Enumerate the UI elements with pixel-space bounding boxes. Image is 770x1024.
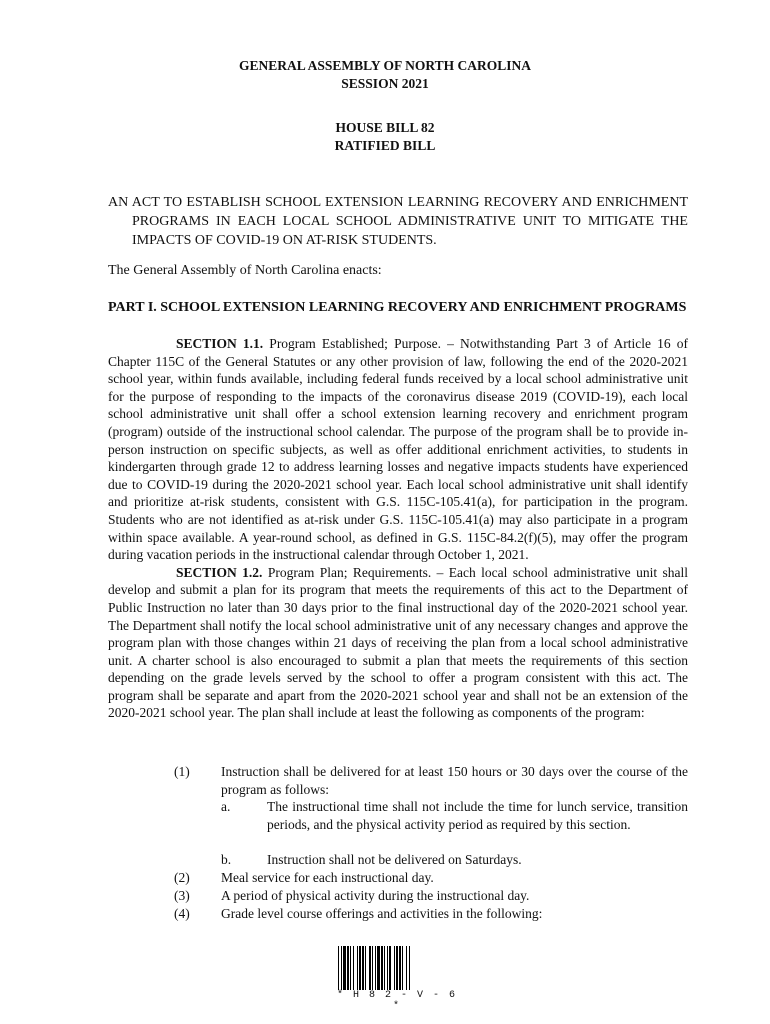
- sub-item-text: The instructional time shall not include the time for lunch service, transition periods, and the physical activity period as required by this section.: [267, 799, 688, 832]
- enacting-clause: The General Assembly of North Carolina enacts:: [108, 263, 382, 278]
- section-1-1-label: SECTION 1.1.: [176, 336, 264, 351]
- section-1-2-text: Program Plan; Requirements. – Each local school administrative unit shall develop and submit a plan for its program that meets the requirements of this act to the Department of Public Instruction no later than 30 days prior to the final instructional day of the 2020-2021 school year. The Department shall notify the local school administrative unit of any necessary changes and approve the program plan with those changes within 21 days of receiving the plan from a local school administrative unit. A charter school is also encouraged to submit a plan that meets the requirements of this section depending on the grade levels served by the school to offer a program consistent with this act. The program shall be separate and apart from the 2020-2021 school year and shall not be an extension of the 2020-2021 school year. The plan shall include at least the following as components of the program:: [108, 564, 688, 721]
- list-item-text: A period of physical activity during the instructional day.: [221, 888, 530, 903]
- list-item-number: (3): [174, 888, 190, 903]
- bill-body: [108, 335, 688, 722]
- barcode-caption: * H 8 2 - V - 6 *: [336, 990, 457, 1012]
- barcode-image: [338, 946, 456, 990]
- sub-item-letter: b.: [221, 852, 232, 867]
- sub-item-letter: a.: [221, 799, 231, 814]
- list-item-number: (4): [174, 906, 190, 921]
- session-label: SESSION 2021: [341, 76, 429, 91]
- list-item-number: (2): [174, 870, 190, 885]
- part-heading: PART I. SCHOOL EXTENSION LEARNING RECOVERY AND ENRICHMENT PROGRAMS: [108, 300, 687, 315]
- bill-number: HOUSE BILL 82: [335, 120, 435, 135]
- list-item-text: Instruction shall be delivered for at least 150 hours or 30 days over the course of the program as follows:: [221, 764, 688, 797]
- list-item-text: Grade level course offerings and activities in the following:: [221, 906, 543, 921]
- bill-status: RATIFIED BILL: [334, 138, 436, 153]
- bill-id-block: [0, 119, 770, 155]
- list-item-number: (1): [174, 764, 190, 779]
- section-1-1: [108, 335, 688, 564]
- section-1-2-label: SECTION 1.2.: [176, 564, 263, 580]
- section-1-2: [108, 564, 688, 722]
- header-block: [0, 57, 770, 93]
- section-1-1-text: Program Established; Purpose. – Notwithstanding Part 3 of Article 16 of Chapter 115C of the General Statutes or any other provision of law, following the end of the 2020-2021 school year, within funds available, including federal funds received by a local school administrative unit for the purpose of responding to the impacts of the coronavirus disease 2019 (COVID-19), each local school administrative unit shall offer a school extension learning recovery and enrichment program (program) outside of the instructional school calendar. The purpose of the program shall be to provide in-person instruction on specific subjects, as well as offer additional enrichment activities, to students in kindergarten through grade 12 to address learning losses and negative impacts students have experienced due to COVID-19 during the 2020-2021 school year. Each local school administrative unit shall identify and prioritize at-risk students, consistent with G.S. 115C-105.41(a), for participation in the program. Students who are not identified as at-risk under G.S. 115C-105.41(a) may also participate in a program within space available. A year-round school, as defined in G.S. 115C-84.2(f)(5), may offer the program during vacation periods in the instructional calendar through October 1, 2021.: [108, 336, 689, 563]
- sub-item-text: Instruction shall not be delivered on Saturdays.: [267, 852, 522, 867]
- list-item-text: Meal service for each instructional day.: [221, 870, 434, 885]
- act-title: AN ACT TO ESTABLISH SCHOOL EXTENSION LEARNING RECOVERY AND ENRICHMENT PROGRAMS IN EACH LOCAL SCHOOL ADMINISTRATIVE UNIT TO MITIGATE THE IMPACTS OF COVID-19 ON AT-RISK STUDENTS.: [108, 195, 688, 248]
- assembly-name: GENERAL ASSEMBLY OF NORTH CAROLINA: [238, 58, 532, 73]
